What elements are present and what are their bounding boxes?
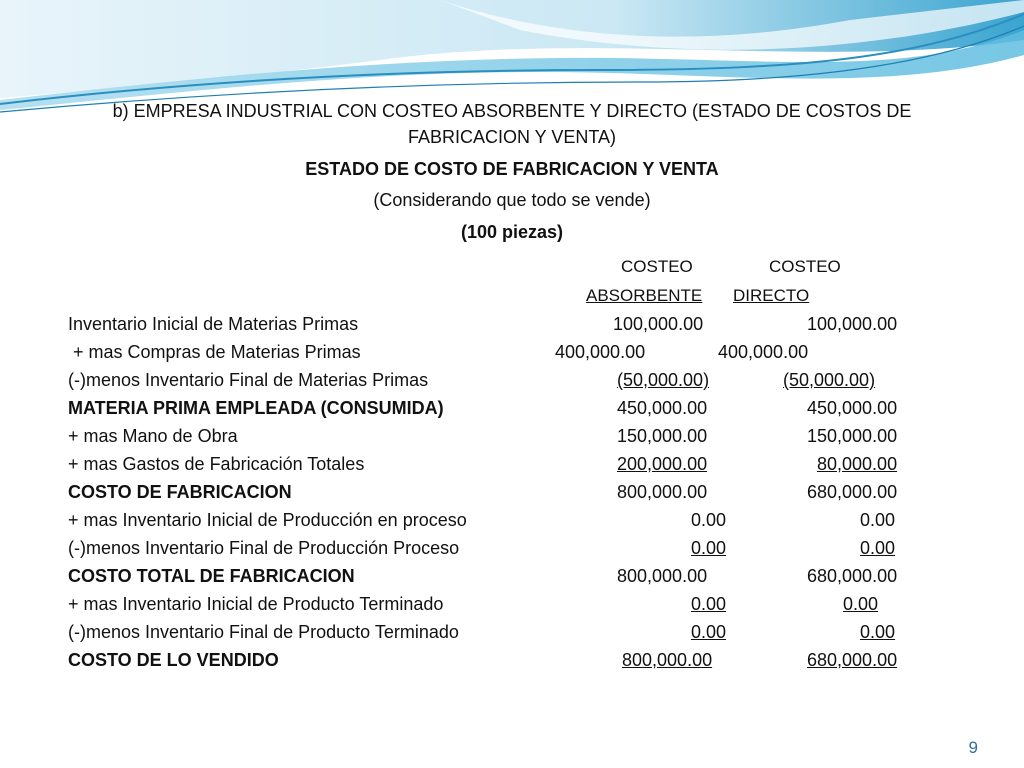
- row-directo-value: 0.00: [843, 594, 879, 614]
- row-directo-value: 680,000.00: [807, 650, 898, 670]
- row-label: MATERIA PRIMA EMPLEADA (CONSUMIDA): [68, 398, 444, 418]
- row-directo-value: 450,000.00: [807, 398, 898, 418]
- row-absorbente-value: 0.00: [691, 594, 727, 614]
- statement-units: (100 piezas): [460, 222, 564, 242]
- row-label: (-)menos Inventario Final de Materias Primas: [68, 370, 429, 390]
- col-absorbente-heading-top: COSTEO: [621, 257, 693, 276]
- col-directo-heading-bottom: DIRECTO: [733, 286, 810, 305]
- row-directo-value: 680,000.00: [807, 566, 898, 586]
- row-label: + mas Gastos de Fabricación Totales: [68, 454, 365, 474]
- row-directo-value: 400,000.00: [718, 342, 809, 362]
- row-directo-value: (50,000.00): [783, 370, 876, 390]
- row-label: + mas Mano de Obra: [68, 426, 238, 446]
- row-absorbente-value: (50,000.00): [617, 370, 710, 390]
- row-absorbente-value: 200,000.00: [617, 454, 708, 474]
- heading-line-2: FABRICACION Y VENTA): [407, 127, 617, 147]
- row-absorbente-value: 0.00: [691, 622, 727, 642]
- row-absorbente-value: 800,000.00: [617, 566, 708, 586]
- row-label: COSTO TOTAL DE FABRICACION: [68, 566, 355, 586]
- row-directo-value: 0.00: [860, 510, 896, 530]
- statement-title: ESTADO DE COSTO DE FABRICACION Y VENTA: [305, 159, 719, 179]
- row-absorbente-value: 800,000.00: [617, 482, 708, 502]
- statement-subtitle: (Considerando que todo se vende): [373, 190, 651, 210]
- row-directo-value: 80,000.00: [817, 454, 898, 474]
- col-absorbente-heading-bottom: ABSORBENTE: [586, 286, 703, 305]
- row-label: (-)menos Inventario Final de Producción Proceso: [68, 538, 460, 558]
- row-directo-value: 100,000.00: [807, 314, 898, 334]
- row-label: COSTO DE FABRICACION: [68, 482, 292, 502]
- row-label: COSTO DE LO VENDIDO: [68, 650, 279, 670]
- row-label: (-)menos Inventario Final de Producto Terminado: [68, 622, 459, 642]
- row-label: + mas Inventario Inicial de Producto Terminado: [68, 594, 444, 614]
- page-number: 9: [968, 738, 978, 757]
- row-absorbente-value: 450,000.00: [617, 398, 708, 418]
- row-absorbente-value: 400,000.00: [555, 342, 646, 362]
- col-directo-heading-top: COSTEO: [769, 257, 841, 276]
- row-absorbente-value: 150,000.00: [617, 426, 708, 446]
- row-directo-value: 0.00: [860, 622, 896, 642]
- row-label: + mas Inventario Inicial de Producción en proceso: [68, 510, 467, 530]
- row-absorbente-value: 0.00: [691, 510, 727, 530]
- row-absorbente-value: 100,000.00: [613, 314, 704, 334]
- row-absorbente-value: 0.00: [691, 538, 727, 558]
- row-directo-value: 0.00: [860, 538, 896, 558]
- row-label: + mas Compras de Materias Primas: [68, 342, 361, 362]
- row-directo-value: 680,000.00: [807, 482, 898, 502]
- row-directo-value: 150,000.00: [807, 426, 898, 446]
- heading-line-1: b) EMPRESA INDUSTRIAL CON COSTEO ABSORBENTE Y DIRECTO (ESTADO DE COSTOS DE: [112, 101, 912, 121]
- row-absorbente-value: 800,000.00: [622, 650, 713, 670]
- row-label: Inventario Inicial de Materias Primas: [68, 314, 359, 334]
